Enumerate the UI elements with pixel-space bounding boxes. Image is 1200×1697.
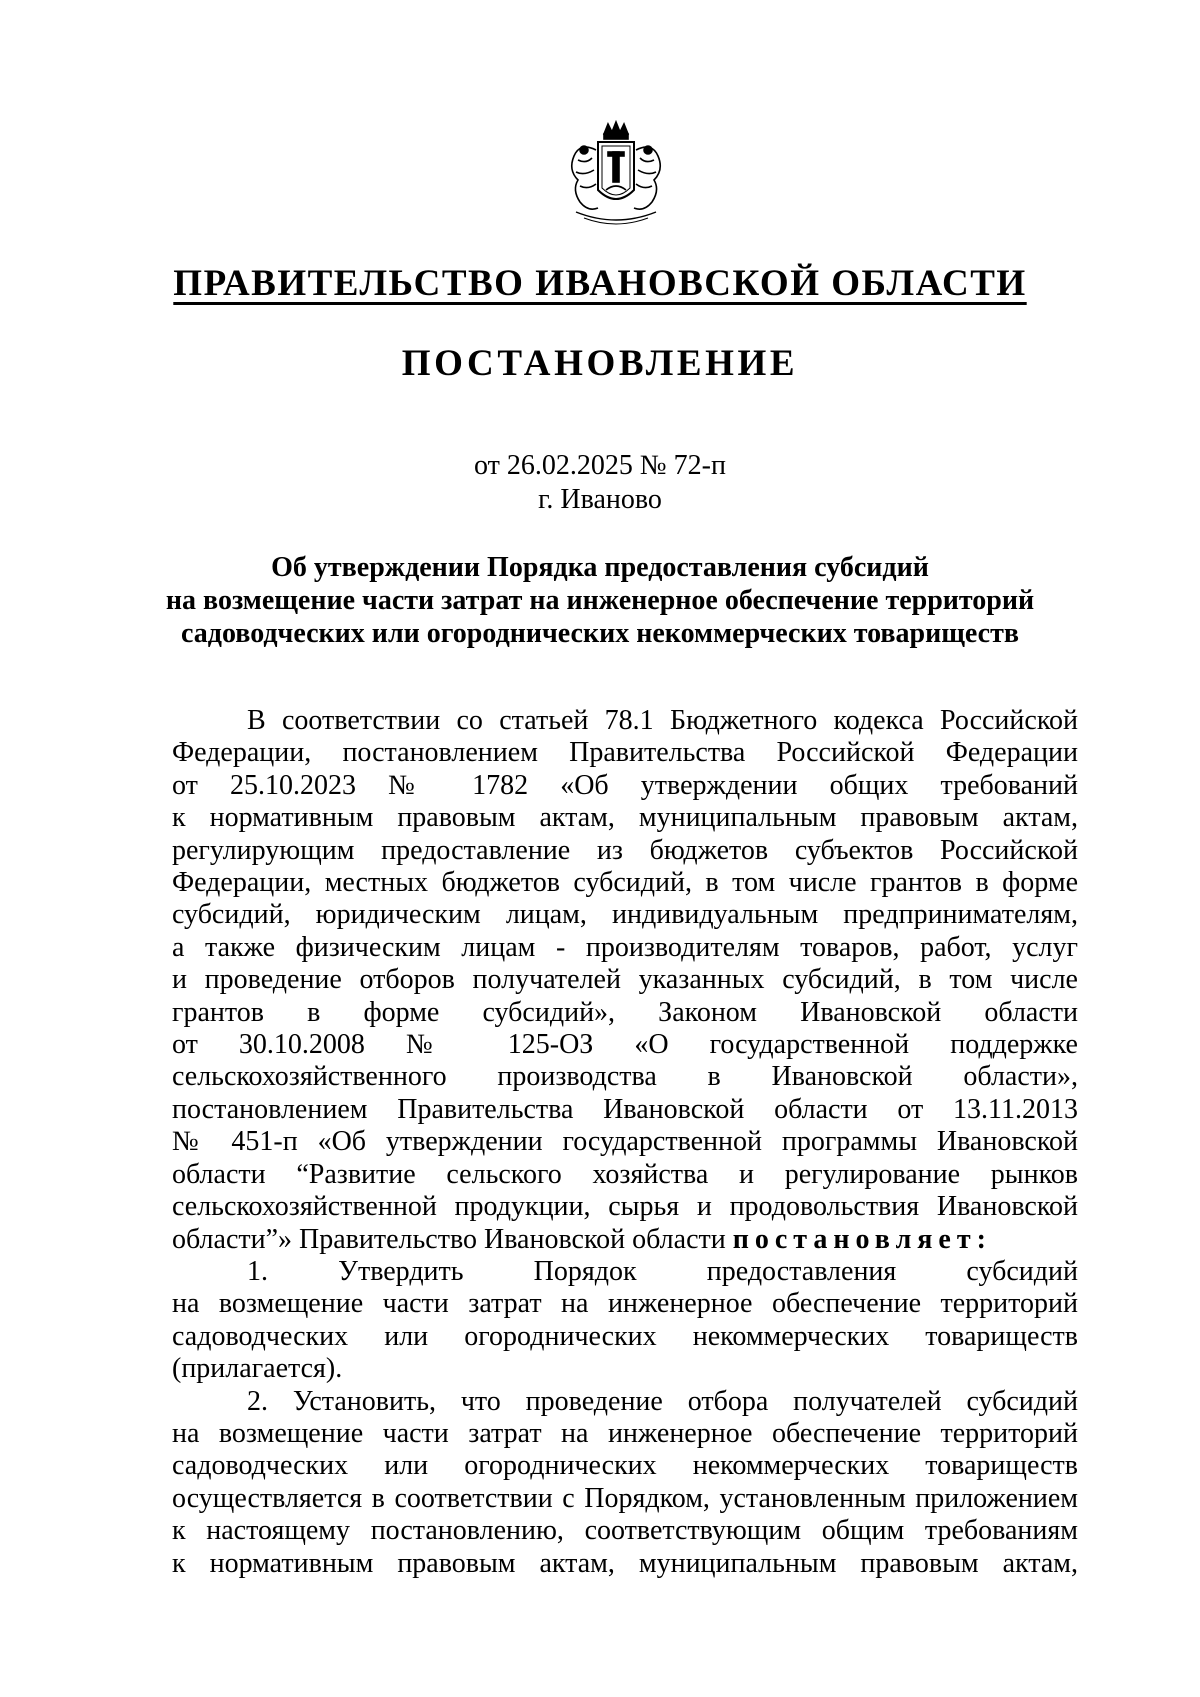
item-1-line: садоводческих или огороднических некоммерческих товариществ	[172, 1320, 1078, 1352]
body-line: к нормативным правовым актам, муниципальным правовым актам,	[172, 802, 1078, 834]
document-body	[172, 705, 1078, 1580]
item-1-line: 1. Утвердить Порядок предоставления субсидий	[247, 1255, 1078, 1287]
document-meta	[0, 449, 1200, 517]
coat-of-arms-icon	[558, 120, 674, 230]
organization-title	[0, 262, 1200, 306]
body-line: постановлением Правительства Ивановской области от 13.11.2013	[172, 1093, 1078, 1125]
item-2-line: садоводческих или огороднических некоммерческих товариществ	[172, 1450, 1078, 1482]
organization-title-text: ПРАВИТЕЛЬСТВО ИВАНОВСКОЙ ОБЛАСТИ	[173, 263, 1027, 304]
body-line: от 25.10.2023 № 1782 «Об утверждении общих требований	[172, 769, 1078, 801]
body-line: В соответствии со статьей 78.1 Бюджетного кодекса Российской	[247, 705, 1078, 736]
body-line: Федерации, местных бюджетов субсидий, в том числе грантов в форме	[172, 867, 1078, 899]
subject-line: на возмещение части затрат на инженерное обеспечение территорий	[165, 585, 1035, 616]
body-line-text: области”» Правительство Ивановской области	[172, 1223, 733, 1255]
subject-line: Об утверждении Порядка предоставления субсидий	[271, 552, 929, 583]
body-line: регулирующим предоставление из бюджетов субъектов Российской	[172, 834, 1078, 866]
body-line: сельскохозяйственного производства в Ивановской области»,	[172, 1061, 1078, 1093]
body-line: грантов в форме субсидий», Законом Ивановской области	[172, 996, 1078, 1028]
document-type: ПОСТАНОВЛЕНИЕ	[401, 343, 799, 384]
subject-line: садоводческих или огороднических некоммерческих товариществ	[181, 618, 1019, 649]
body-line: субсидий, юридическим лицам, индивидуальным предпринимателям,	[172, 899, 1078, 931]
body-line: № 451-п «Об утверждении государственной программы Ивановской	[172, 1126, 1078, 1158]
item-1-line: на возмещение части затрат на инженерное обеспечение территорий	[172, 1288, 1078, 1320]
item-2-line: к настоящему постановлению, соответствующим общим требованиям	[172, 1515, 1078, 1547]
item-2-line: 2. Установить, что проведение отбора получателей субсидий	[247, 1385, 1078, 1417]
city: г. Иваново	[538, 484, 662, 515]
item-2-line: к нормативным правовым актам, муниципальным правовым актам,	[172, 1547, 1078, 1579]
body-line: а также физическим лицам - производителям товаров, работ, услуг	[172, 931, 1078, 963]
body-line: от 30.10.2008 № 125-ОЗ «О государственной поддержке	[172, 1029, 1078, 1061]
item-2-line: осуществляется в соответствии с Порядком, установленным приложением	[172, 1482, 1078, 1514]
item-2-line: на возмещение части затрат на инженерное обеспечение территорий	[172, 1417, 1078, 1449]
body-line: области “Развитие сельского хозяйства и регулирование рынков	[172, 1158, 1078, 1190]
item-1-line: (прилагается).	[172, 1353, 343, 1385]
body-line: сельскохозяйственной продукции, сырья и продовольствия Ивановской	[172, 1191, 1078, 1223]
body-line: и проведение отборов получателей указанных субсидий, в том числе	[172, 964, 1078, 996]
document-subject	[0, 551, 1200, 650]
body-line	[172, 1224, 1078, 1256]
date-number: от 26.02.2025 № 72-п	[474, 450, 726, 481]
resolution-keyword: постановляет:	[732, 1223, 992, 1255]
body-line: Федерации, постановлением Правительства Российской Федерации	[172, 737, 1078, 769]
